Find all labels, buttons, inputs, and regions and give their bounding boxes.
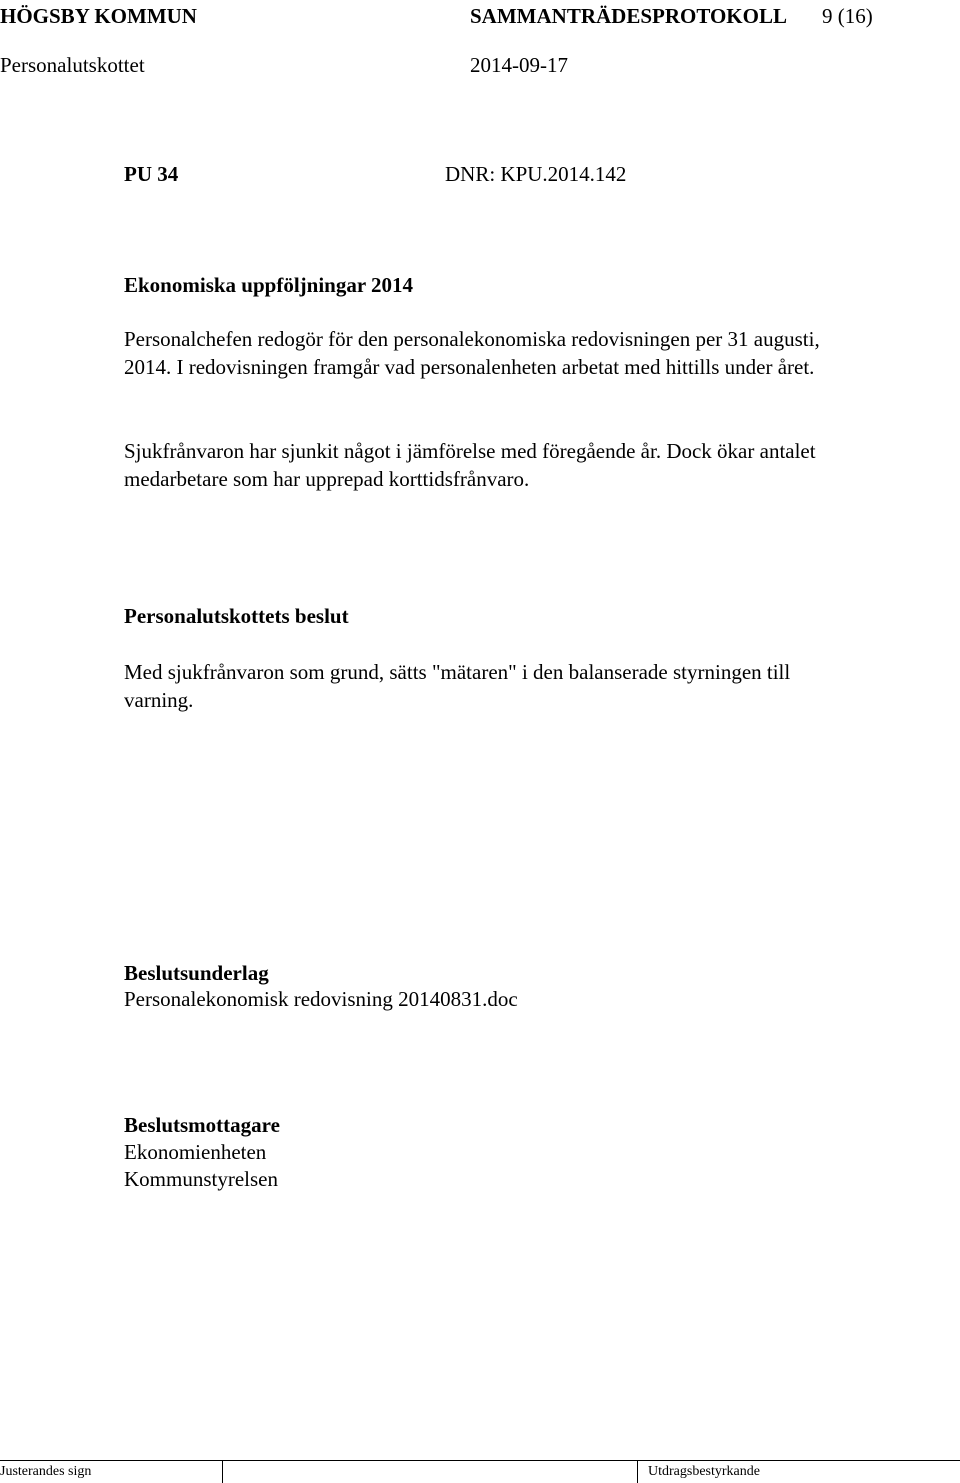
justification-sign-box [0, 1460, 222, 1483]
document-type: SAMMANTRÄDESPROTOKOLL [470, 4, 787, 28]
page-title: Ekonomiska uppföljningar 2014 [124, 273, 414, 297]
recipients-heading: Beslutsmottagare [124, 1113, 280, 1137]
basis-document: Personalekonomisk redovisning 20140831.doc [124, 987, 518, 1011]
justification-sign-label: Justerandes sign [0, 1464, 92, 1479]
case-number: PU 34 [124, 162, 179, 186]
decision-heading: Personalutskottets beslut [124, 604, 349, 628]
decision-text: Med sjukfrånvaron som grund, sätts "mätaren" i den balanserade styrningen till varning. [124, 660, 791, 712]
signature-footer [0, 1460, 960, 1482]
org-name: HÖGSBY KOMMUN [0, 4, 197, 28]
extract-certification-box [637, 1460, 960, 1483]
committee-name: Personalutskottet [0, 53, 145, 77]
recipient-item: Kommunstyrelsen [124, 1167, 278, 1191]
page-number: 9 (16) [822, 4, 873, 28]
extract-certification-label: Utdragsbestyrkande [648, 1464, 760, 1479]
paragraph-sick-leave: Sjukfrånvaron har sjunkit något i jämförelse med föregående år. Dock ökar antalet medarbetare som har upprepad korttidsfrånvaro. [124, 439, 816, 491]
recipient-item: Ekonomienheten [124, 1140, 267, 1164]
paragraph-report: Personalchefen redogör för den personalekonomiska redovisningen per 31 augusti, 2014. I redovisningen framgår vad personalenheten arbetat med hittills under året. [124, 327, 820, 379]
basis-heading: Beslutsunderlag [124, 961, 269, 985]
meeting-date: 2014-09-17 [470, 53, 568, 77]
signature-field [222, 1460, 638, 1483]
case-dnr: DNR: KPU.2014.142 [445, 162, 627, 186]
